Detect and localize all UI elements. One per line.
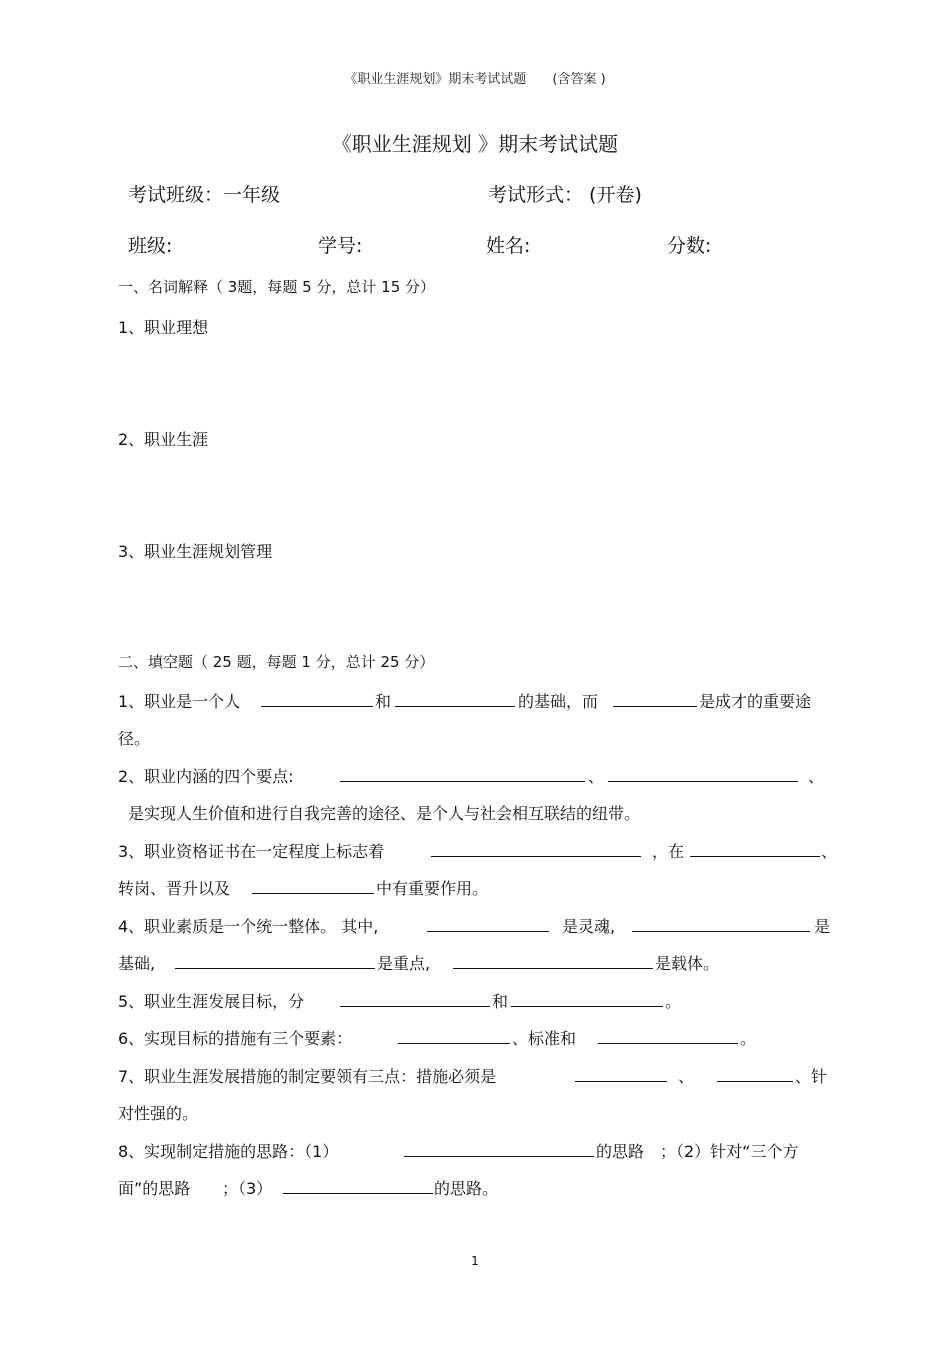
- q8-text-b: 的思路: [596, 1142, 645, 1161]
- field-score: 分数:: [667, 235, 712, 257]
- q4-blank-1: [427, 915, 549, 932]
- q8-blank-2: [283, 1177, 433, 1194]
- q1-blank-3: [613, 690, 697, 707]
- q4-blank-2: [632, 915, 810, 932]
- q4-text-d: 基础,: [118, 954, 156, 973]
- q6-blank-1: [398, 1027, 510, 1044]
- q7-text-c: 、针: [795, 1067, 828, 1086]
- q7-text-b: 、: [678, 1067, 695, 1086]
- q3-text-b: ，在: [652, 842, 685, 861]
- page-number: 1: [471, 1254, 479, 1268]
- q3-text-a: 3、职业资格证书在一定程度上标志着: [118, 842, 385, 861]
- q4-text-b: 是灵魂,: [562, 917, 616, 936]
- field-student-id: 学号:: [318, 235, 363, 257]
- q7-blank-1: [575, 1065, 667, 1082]
- term-item-1: 1、职业理想: [118, 318, 209, 337]
- q6-text-a: 6、实现目标的措施有三个要素：: [118, 1029, 353, 1048]
- q8-blank-1: [404, 1140, 594, 1157]
- term-item-2: 2、职业生涯: [118, 430, 209, 449]
- q8-text-c: ；（2）针对“三个方: [660, 1142, 799, 1161]
- q8-text-f: 的思路。: [434, 1179, 499, 1198]
- q1-blank-1: [261, 690, 373, 707]
- q1-text-b: 和: [375, 692, 392, 711]
- q2-blank-2: [608, 765, 798, 782]
- q1-text-a: 1、职业是一个人: [118, 692, 241, 711]
- q2-text-a: 2、职业内涵的四个要点:: [118, 767, 294, 786]
- q3-text-c: 、: [821, 842, 838, 861]
- q3-blank-3: [252, 877, 374, 894]
- q4-blank-4: [453, 952, 653, 969]
- q2-text-c: 、: [808, 767, 825, 786]
- q5-blank-1: [340, 990, 490, 1007]
- exam-class-level: 考试班级：一年级: [128, 184, 281, 206]
- q3-blank-2: [690, 840, 820, 857]
- q8-text-a: 8、实现制定措施的思路：（1）: [118, 1142, 339, 1161]
- q4-text-f: 是载体。: [655, 954, 720, 973]
- q4-blank-3: [175, 952, 375, 969]
- section2-heading: 二、填空题（ 25 题，每题 1 分，总计 25 分）: [118, 653, 435, 671]
- q7-blank-2: [717, 1065, 793, 1082]
- q4-text-c: 是: [814, 917, 831, 936]
- q3-text-d: 转岗、晋升以及: [118, 879, 231, 898]
- running-header: 《职业生涯规划》期末考试试题 (含答案 ): [344, 72, 606, 87]
- q2-blank-1: [340, 765, 585, 782]
- q5-blank-2: [511, 990, 663, 1007]
- q8-text-d: 面”的思路: [118, 1179, 191, 1198]
- q4-text-a: 4、职业素质是一个统一整体。 其中,: [118, 917, 379, 936]
- q6-blank-2: [598, 1027, 738, 1044]
- page-title: 《职业生涯规划 》期末考试试题: [331, 132, 619, 156]
- section1-heading: 一、名词解释（ 3题，每题 5 分，总计 15 分）: [118, 278, 436, 296]
- q3-text-e: 中有重要作用。: [376, 879, 489, 898]
- q4-text-e: 是重点,: [377, 954, 431, 973]
- q3-blank-1: [431, 840, 641, 857]
- q2-text-d: 是实现人生价值和进行自我完善的途径、是个人与社会相互联结的纽带。: [128, 804, 641, 823]
- term-item-3: 3、职业生涯规划管理: [118, 542, 273, 561]
- field-name: 姓名:: [486, 235, 531, 257]
- q1-text-c: 的基础，而: [518, 692, 599, 711]
- q8-text-e: ；（3）: [222, 1179, 273, 1198]
- field-class: 班级:: [128, 235, 173, 257]
- q1-blank-2: [395, 690, 515, 707]
- exam-form: 考试形式： (开卷): [488, 184, 642, 206]
- q6-text-c: 。: [740, 1029, 757, 1048]
- q5-text-b: 和: [492, 992, 509, 1011]
- q5-text-c: 。: [665, 992, 682, 1011]
- q1-text-d: 是成才的重要途: [699, 692, 812, 711]
- q5-text-a: 5、职业生涯发展目标，分: [118, 992, 305, 1011]
- q6-text-b: 、标准和: [512, 1029, 577, 1048]
- q7-text-a: 7、职业生涯发展措施的制定要领有三点：措施必须是: [118, 1067, 497, 1086]
- q2-text-b: 、: [588, 767, 605, 786]
- q1-text-e: 径。: [118, 729, 151, 748]
- q7-text-d: 对性强的。: [118, 1104, 199, 1123]
